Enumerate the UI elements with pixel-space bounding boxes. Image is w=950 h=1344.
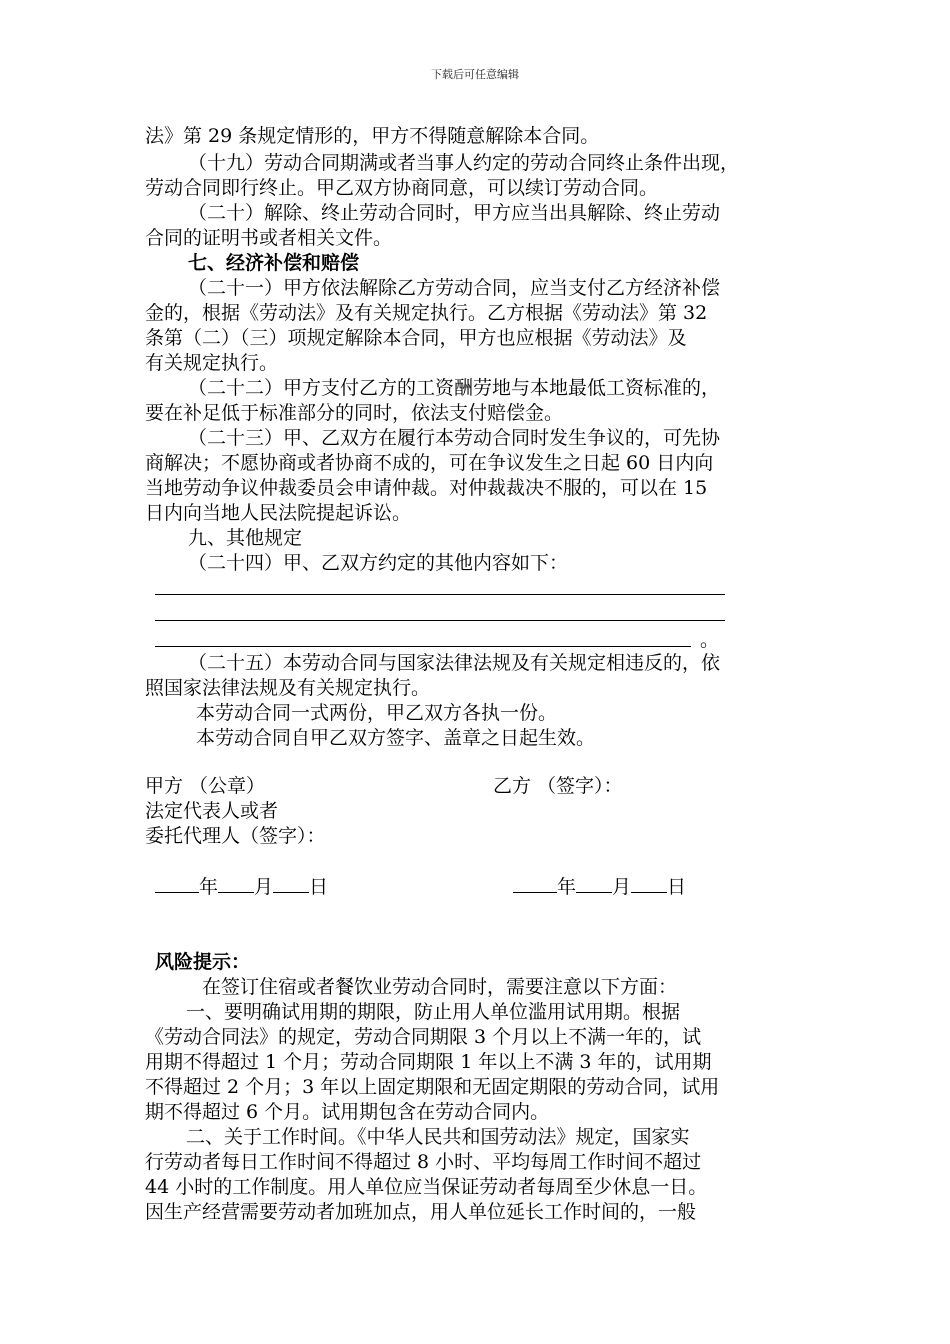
text-line: （二十一）甲方依法解除乙方劳动合同，应当支付乙方经济补偿 (188, 277, 721, 299)
text-line: 条第（二）（三）项规定解除本合同，甲方也应根据《劳动法》及 (145, 327, 687, 349)
party-b-date: 年 月 日 (513, 874, 686, 899)
risk-line: 因生产经营需要劳动者加班加点，用人单位延长工作时间的，一般 (145, 1201, 697, 1223)
risk-line: 行劳动者每日工作时间不得超过 8 小时、平均每周工作时间不超过 (145, 1151, 702, 1173)
party-a-date: 年 月 日 (155, 874, 328, 899)
risk-line: 用期不得超过 1 个月；劳动合同期限 1 年以上不满 3 年的，试用期 (145, 1051, 712, 1073)
party-a-label: 甲方 （公章） (145, 775, 266, 797)
fill-in-line (155, 646, 691, 647)
section-heading-9: 九、其他规定 (188, 527, 303, 549)
page-header: 下载后可任意编辑 (431, 68, 519, 81)
text-line: 当地劳动争议仲裁委员会申请仲裁。对仲裁裁决不服的，可以在 15 (145, 477, 708, 499)
period-mark: 。 (700, 629, 720, 651)
risk-line: 期不得超过 6 个月。试用期包含在劳动合同内。 (145, 1101, 550, 1123)
text-line: 商解决；不愿协商或者协商不成的，可在争议发生之日起 60 日内向 (145, 452, 714, 474)
text-line: （二十二）甲方支付乙方的工资酬劳地与本地最低工资标准的， (188, 377, 721, 399)
text-line: 合同的证明书或者相关文件。 (145, 227, 393, 249)
risk-line: 二、关于工作时间。《中华人民共和国劳动法》规定，国家实 (186, 1126, 690, 1148)
risk-line: 不得超过 2 个月；3 年以上固定期限和无固定期限的劳动合同，试用 (145, 1076, 720, 1098)
text-line: （二十五）本劳动合同与国家法律法规及有关规定相违反的，依 (188, 652, 721, 674)
representative-label: 法定代表人或者 (145, 800, 279, 822)
text-line: 要在补足低于标准部分的同时，依法支付赔偿金。 (145, 402, 564, 424)
section-heading-7: 七、经济补偿和赔偿 (188, 252, 360, 274)
risk-line: 44 小时的工作制度。用人单位应当保证劳动者每周至少休息一日。 (145, 1176, 708, 1198)
text-line: （十九）劳动合同期满或者当事人约定的劳动合同终止条件出现， (188, 152, 740, 174)
fill-in-line (155, 594, 725, 595)
risk-title: 风险提示： (155, 951, 251, 973)
text-line: 本劳动合同一式两份，甲乙双方各执一份。 (196, 702, 558, 724)
risk-line: 《劳动合同法》的规定，劳动合同期限 3 个月以上不满一年的，试 (145, 1026, 702, 1048)
text-line: 法》第 29 条规定情形的，甲方不得随意解除本合同。 (145, 125, 600, 147)
risk-line: 在签订住宿或者餐饮业劳动合同时，需要注意以下方面： (202, 976, 678, 998)
text-line: 照国家法律法规及有关规定执行。 (145, 677, 431, 699)
text-line: 劳动合同即行终止。甲乙双方协商同意，可以续订劳动合同。 (145, 177, 659, 199)
fill-in-line (155, 620, 725, 621)
text-line: （二十四）甲、乙双方约定的其他内容如下： (188, 552, 569, 574)
text-line: 金的，根据《劳动法》及有关规定执行。乙方根据《劳动法》第 32 (145, 302, 708, 324)
agent-signature-label: 委托代理人（签字）： (145, 825, 326, 847)
risk-line: 一、要明确试用期的期限，防止用人单位滥用试用期。根据 (186, 1001, 681, 1023)
text-line: 本劳动合同自甲乙双方签字、盖章之日起生效。 (196, 727, 596, 749)
text-line: 有关规定执行。 (145, 352, 279, 374)
text-line: （二十三）甲、乙双方在履行本劳动合同时发生争议的，可先协 (188, 427, 721, 449)
text-line: （二十）解除、终止劳动合同时，甲方应当出具解除、终止劳动 (188, 202, 721, 224)
party-b-label: 乙方 （签字）： (493, 775, 623, 797)
text-line: 日内向当地人民法院提起诉讼。 (145, 502, 412, 524)
